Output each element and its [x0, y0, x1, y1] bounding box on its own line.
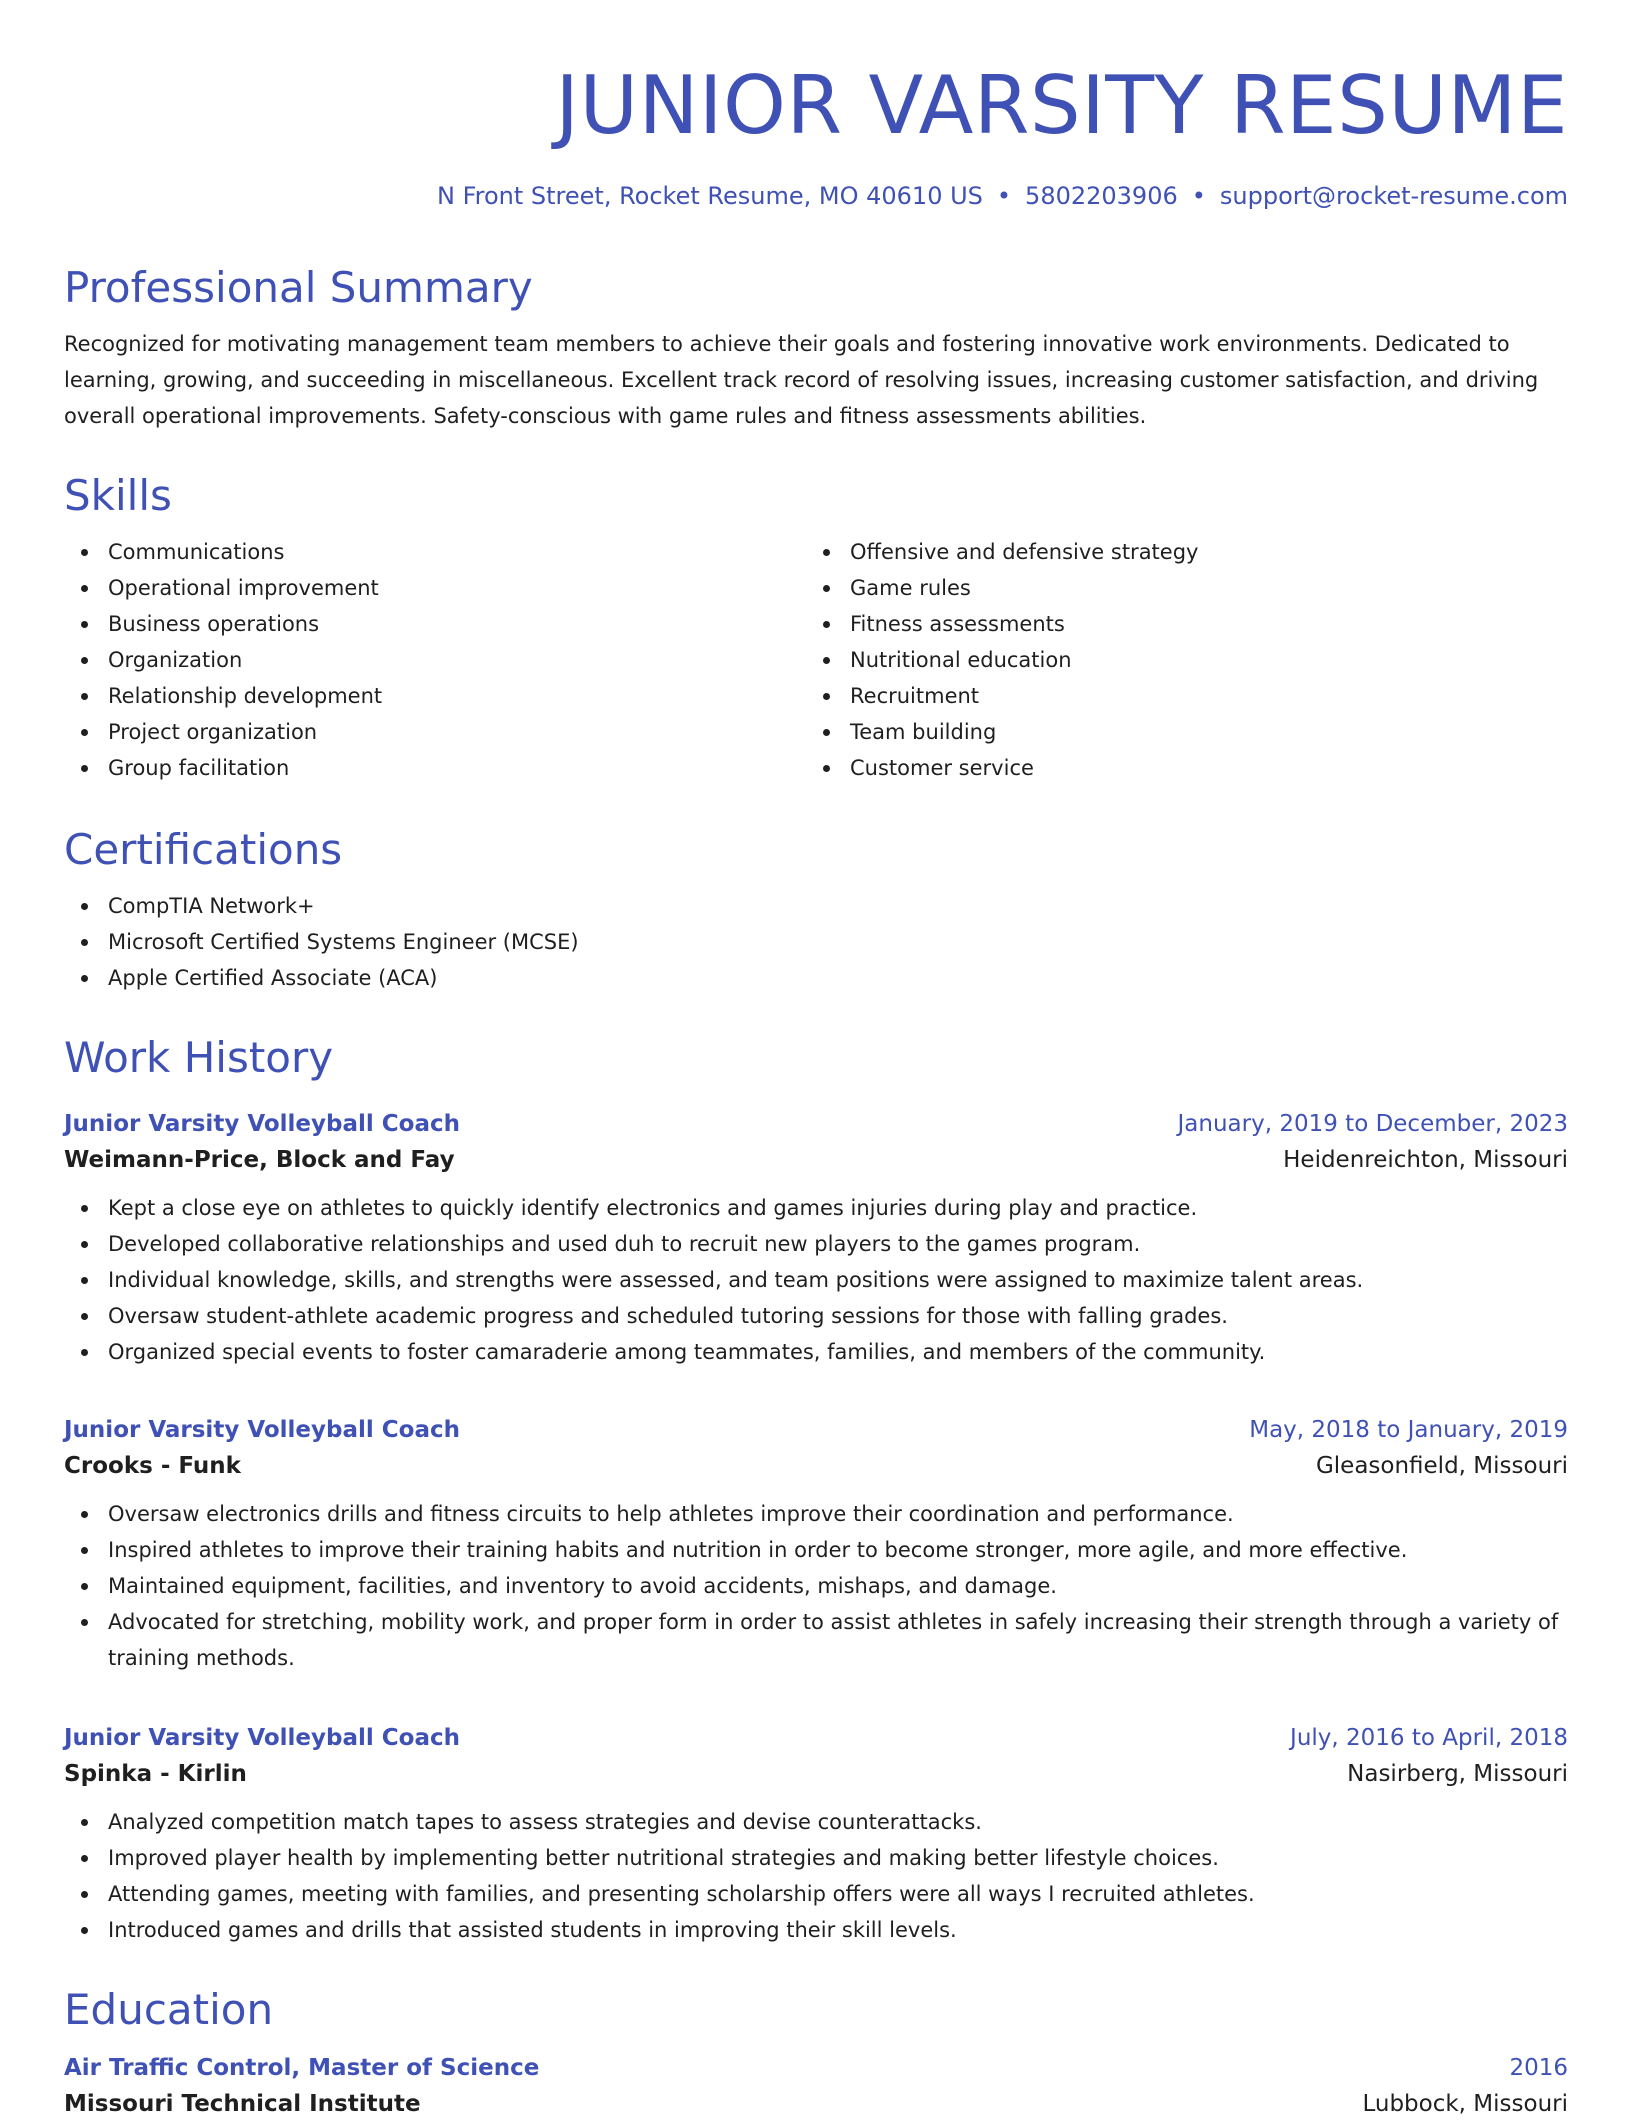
contact-separator: • [1191, 182, 1206, 210]
job-location: Nasirberg, Missouri [1347, 1761, 1568, 1787]
summary-text: Recognized for motivating management team members to achieve their goals and fostering innovative work environments. Dedicated to learning, growing, and succeeding in miscellaneous. Excellent track record of resolving issues, increasing customer satisfaction, and driving overall operational improvements. Safety-conscious with game rules and fitness assessments abilities. [64, 332, 1539, 428]
duty-item: Inspired athletes to improve their training habits and nutrition in order to become stronger, more agile, and more effective. [64, 1532, 1568, 1568]
duty-item: Oversaw student-athlete academic progress and scheduled tutoring sessions for those with falling grades. [64, 1298, 1568, 1334]
education-entry [64, 2050, 1568, 2122]
certifications-section [64, 824, 1568, 996]
resume-page [64, 0, 1568, 2117]
job-dates: July, 2016 to April, 2018 [1290, 1725, 1568, 1751]
job-location: Gleasonfield, Missouri [1315, 1453, 1568, 1479]
duty-item: Introduced games and drills that assisted students in improving their skill levels. [64, 1912, 1568, 1948]
education-section [64, 1984, 1568, 2122]
section-title: Certifications [64, 825, 343, 874]
skill-item: Communications [64, 534, 806, 570]
job-entry [64, 1106, 1568, 1370]
skill-item: Nutritional education [806, 642, 1548, 678]
resume-title: JUNIOR VARSITY RESUME [555, 59, 1568, 152]
education-year: 2016 [1509, 2055, 1568, 2081]
job-company-row [64, 1142, 1568, 1178]
contact-address: N Front Street, Rocket Resume, MO 40610 US [436, 182, 983, 210]
professional-summary-section [64, 262, 1568, 434]
job-company-row [64, 1756, 1568, 1792]
section-title: Skills [64, 471, 172, 520]
skill-item: Organization [64, 642, 806, 678]
job-title: Junior Varsity Volleyball Coach [64, 1417, 460, 1443]
duty-item: Attending games, meeting with families, and presenting scholarship offers were all ways I recruited athletes. [64, 1876, 1568, 1912]
job-duties-list [64, 1804, 1568, 1948]
job-company: Crooks - Funk [64, 1453, 241, 1479]
job-header-row [64, 1106, 1568, 1142]
duty-item: Analyzed competition match tapes to assess strategies and devise counterattacks. [64, 1804, 1568, 1840]
skill-item: Fitness assessments [806, 606, 1548, 642]
job-header-row [64, 1720, 1568, 1756]
certification-item: Microsoft Certified Systems Engineer (MCSE) [64, 924, 1568, 960]
job-company: Spinka - Kirlin [64, 1761, 247, 1787]
skill-item: Relationship development [64, 678, 806, 714]
skills-list-left [64, 534, 806, 786]
skills-section [64, 470, 1568, 786]
job-header-row [64, 1412, 1568, 1448]
duty-item: Organized special events to foster camaraderie among teammates, families, and members of the community. [64, 1334, 1568, 1370]
job-title: Junior Varsity Volleyball Coach [64, 1111, 460, 1137]
job-entry [64, 1720, 1568, 1948]
job-company: Weimann-Price, Block and Fay [64, 1147, 455, 1173]
job-dates: January, 2019 to December, 2023 [1177, 1111, 1568, 1137]
duty-item: Individual knowledge, skills, and strengths were assessed, and team positions were assigned to maximize talent areas. [64, 1262, 1568, 1298]
job-duties-list [64, 1496, 1568, 1676]
education-school: Missouri Technical Institute [64, 2091, 421, 2117]
skill-item: Game rules [806, 570, 1548, 606]
skill-item: Team building [806, 714, 1548, 750]
certification-item: CompTIA Network+ [64, 888, 1568, 924]
section-title: Education [64, 1985, 274, 2034]
section-title: Professional Summary [64, 263, 533, 312]
contact-line [64, 180, 1568, 212]
contact-email: support@rocket-resume.com [1219, 182, 1568, 210]
skills-column-left [64, 534, 806, 786]
skill-item: Operational improvement [64, 570, 806, 606]
work-history-section [64, 1032, 1568, 1942]
contact-phone: 5802203906 [1025, 182, 1178, 210]
skill-item: Project organization [64, 714, 806, 750]
skills-list-right [806, 534, 1548, 786]
skill-item: Customer service [806, 750, 1548, 786]
duty-item: Maintained equipment, facilities, and inventory to avoid accidents, mishaps, and damage. [64, 1568, 1568, 1604]
duty-item: Oversaw electronics drills and fitness circuits to help athletes improve their coordination and performance. [64, 1496, 1568, 1532]
education-school-row [64, 2086, 1568, 2122]
duty-item: Developed collaborative relationships and used duh to recruit new players to the games program. [64, 1226, 1568, 1262]
certifications-list [64, 888, 1568, 996]
skill-item: Recruitment [806, 678, 1548, 714]
certification-item: Apple Certified Associate (ACA) [64, 960, 1568, 996]
education-header-row [64, 2050, 1568, 2086]
duty-item: Improved player health by implementing better nutritional strategies and making better lifestyle choices. [64, 1840, 1568, 1876]
skills-column-right [806, 534, 1548, 786]
section-title: Work History [64, 1033, 334, 1082]
skill-item: Group facilitation [64, 750, 806, 786]
job-title: Junior Varsity Volleyball Coach [64, 1725, 460, 1751]
job-entry [64, 1412, 1568, 1676]
job-company-row [64, 1448, 1568, 1484]
job-duties-list [64, 1190, 1568, 1370]
duty-item: Advocated for stretching, mobility work, and proper form in order to assist athletes in safely increasing their strength through a variety of training methods. [64, 1604, 1568, 1676]
skill-item: Offensive and defensive strategy [806, 534, 1548, 570]
skill-item: Business operations [64, 606, 806, 642]
contact-separator: • [996, 182, 1012, 210]
job-dates: May, 2018 to January, 2019 [1249, 1417, 1568, 1443]
education-location: Lubbock, Missouri [1362, 2091, 1568, 2117]
skills-columns [64, 534, 1568, 786]
job-location: Heidenreichton, Missouri [1283, 1147, 1568, 1173]
education-degree: Air Traffic Control, Master of Science [64, 2055, 540, 2081]
duty-item: Kept a close eye on athletes to quickly identify electronics and games injuries during play and practice. [64, 1190, 1568, 1226]
